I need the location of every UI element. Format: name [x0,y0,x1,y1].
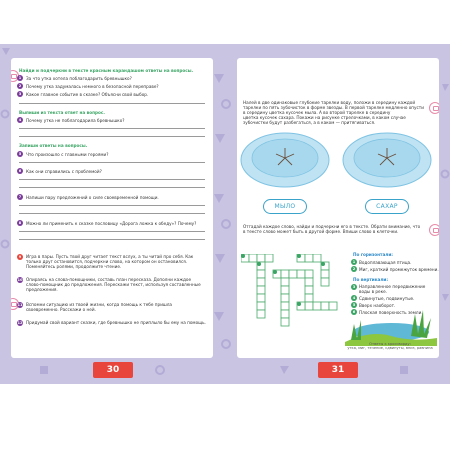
pond-illustration [341,306,439,346]
step-marker-icon: 2 [18,84,22,88]
game-item: Игра в пары. Пусть твой друг читает текст вслух, а ты читай про себя. Как только друг остановится, подчеркни слово, на котором он остановился. Поменяйтесь ролями, продолжите чтение. [26,254,194,269]
step-marker-icon: 6 [18,169,22,173]
task3-item: Как они справились с проблемой? [26,168,102,174]
footnote-line: Ответы к кроссворду: [369,342,411,346]
task2-heading: Выпиши из текста ответ на вопрос. [19,110,105,115]
right-page [237,58,439,358]
task2-item: Почему утка не поблагодарила бревнышко? [26,117,125,123]
page-number-right: 31 [318,362,358,378]
intro-line: Налей в две одинаковые глубокие тарелки воду, положи в середину каждой [243,100,416,105]
step-marker-icon: 9 [18,255,22,259]
horizontal-heading: По горизонтали: [353,252,393,257]
task1-heading: Найди и подчеркни в тексте красным карандашом ответы на вопросы. [19,68,194,73]
side-puzzle-icon [429,224,439,236]
horizontal-clue: Миг, краткий промежуток времени. [359,266,439,272]
step-marker-icon: 11 [17,303,23,307]
intro-line: в середину цветка кусочек мыла. А во второй тарелке в середину [243,110,391,115]
intro-line: тарелки по пять зубочисток в форме звезды. В первой тарелке медленно опусти [243,105,424,110]
clue-marker-icon: 4 [352,296,356,300]
clue-marker-icon: 3 [352,285,356,289]
vertical-clue: Направленное передвижение воды в реке. [359,284,426,294]
answer-line [19,179,205,180]
answer-line [19,187,205,188]
task1-item: Почему утка задумалась немного в безопасной переправе? [26,83,159,89]
task1-item: За что утка хотела поблагодарить бревнышко? [26,75,132,81]
answer-line [19,162,205,163]
answer-line [19,136,205,137]
page-number-left: 30 [93,362,133,378]
step-marker-icon: 10 [17,278,23,282]
game-item: Опираясь на слова-помощники, составь план пересказа. Дополни каждое слово-помощник до предложения. Перескажи текст, используя составленные предложения. [26,277,201,292]
task3-item: Напиши пару предложений о силе своевременной помощи. [26,194,159,200]
step-marker-icon: 4 [18,118,22,122]
left-page [11,58,213,358]
step-marker-icon: 12 [17,321,23,325]
soap-label: МЫЛО [263,199,307,214]
answer-line [19,205,205,206]
vertical-clue: Сдвинутые, подвинутые. [359,295,415,301]
task1-item: Какое главное событие в сказке? Объясни свой выбор. [26,91,149,97]
vertical-clue: Плоская поверхность земли. [359,309,423,315]
clue-marker-icon: 2 [352,267,356,271]
vertical-heading: По вертикали: [353,277,389,282]
vertical-clue: Вверх наоборот. [359,302,396,308]
game-item: Придумай свой вариант сказки, где бревнышко не приплыло бы ему на помощь. [26,320,206,325]
answer-line [19,103,205,104]
task3-heading: Запиши ответы на вопросы. [19,143,88,148]
sugar-label: САХАР [365,199,409,214]
crossword-grid [241,254,349,334]
step-marker-icon: 7 [18,195,22,199]
intro-line: цветка кусочек сахара. Покажи на рисунке стрелочками, в каком случае [243,115,406,120]
answer-line [19,213,205,214]
clue-marker-icon: 1 [352,260,356,264]
side-experiment-icon [429,102,439,114]
game-item: Вспомни ситуацию из твоей жизни, когда помощь к тебе пришла своевременно. Расскажи о ней. [26,302,172,312]
footnote-line: утка, миг, течение, сдвинуты, вниз, равнина [347,346,433,350]
step-marker-icon: 1 [18,76,22,80]
intro-line: зубочистки будут разбегаться, а в каком — притягиваться. [243,120,376,125]
task3-item: Можно ли применить к сказке пословицу «Дорога ложка к обеду»? Почему? [26,220,197,226]
answer-line [19,239,205,240]
crossword-intro-line: в тексте слово может быть в другой форме. Впиши слово в клеточки. [243,229,399,234]
clue-marker-icon: 6 [352,310,356,314]
step-marker-icon: 3 [18,92,22,96]
step-marker-icon: 8 [18,221,22,225]
step-marker-icon: 5 [18,152,22,156]
answer-line [19,231,205,232]
clue-marker-icon: 5 [352,303,356,307]
answer-line [19,128,205,129]
plates-illustration [237,128,439,198]
crossword-intro-line: Отгадай каждое слово, найди и подчеркни его в тексте. Обрати внимание, что [243,224,421,229]
horizontal-clue: Водоплавающая птица. [359,259,412,265]
book-spread [0,44,450,384]
task3-item: Что произошло с главными героями? [26,151,109,157]
